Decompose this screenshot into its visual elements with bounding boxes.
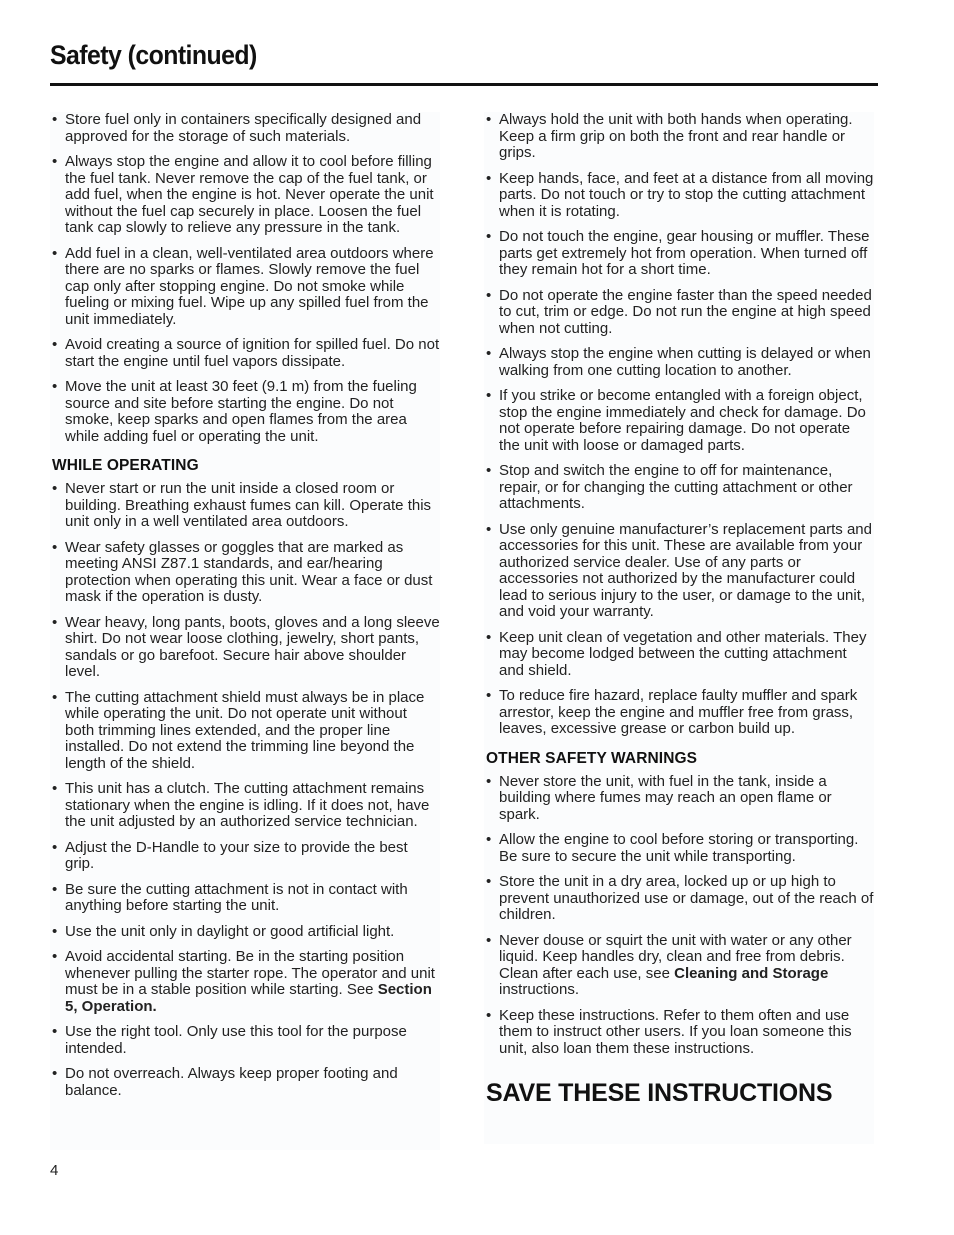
list-item: • Store the unit in a dry area, locked up or up high to prevent unauthorized use or damage, out of the reach of children. bbox=[484, 874, 874, 924]
list-item: • If you strike or become entangled with a foreign object, stop the engine immediately and check for damage. Do not operate before repairing damage. Do not operate the unit with loose or damaged parts. bbox=[484, 388, 874, 454]
list-item bbox=[484, 933, 874, 999]
list-item bbox=[50, 949, 440, 1015]
list-item: • Wear safety glasses or goggles that are marked as meeting ANSI Z87.1 standards, and ear/hearing protection when operating this unit. Wear a face or dust mask if the operation is dusty. bbox=[50, 540, 440, 606]
list-item: • Do not operate the engine faster than the speed needed to cut, trim or edge. Do not run the engine at high speed when not cutting. bbox=[484, 288, 874, 338]
list-item: • Be sure the cutting attachment is not in contact with anything before starting the unit. bbox=[50, 882, 440, 915]
left-column bbox=[50, 112, 440, 1150]
section-heading-other-safety-warnings: OTHER SAFETY WARNINGS bbox=[486, 749, 698, 767]
list-item: • Keep unit clean of vegetation and other materials. They may become lodged between the cutting attachment and shield. bbox=[484, 630, 874, 680]
list-item: • Use the unit only in daylight or good artificial light. bbox=[50, 924, 440, 941]
list-item: • The cutting attachment shield must always be in place while operating the unit. Do not operate unit without both trimming lines extended, and the proper line installed. Do not extend the trimming line beyond the length of the shield. bbox=[50, 690, 440, 773]
list-item: • Add fuel in a clean, well-ventilated area outdoors where there are no sparks or flames. Slowly remove the fuel cap only after stopping engine. Do not smoke while fueling or mixing fuel. Wipe up any spilled fuel from the unit immediately. bbox=[50, 246, 440, 329]
list-item: • Do not overreach. Always keep proper footing and balance. bbox=[50, 1066, 440, 1099]
list-item: • Always stop the engine when cutting is delayed or when walking from one cutting location to another. bbox=[484, 346, 874, 379]
list-item-text: Avoid accidental starting. Be in the starting position whenever pulling the starter rope. The operator and unit must be in a stable position while starting. See bbox=[65, 948, 435, 998]
handling-safety-list bbox=[484, 112, 874, 738]
list-item: • Use the right tool. Only use this tool for the purpose intended. bbox=[50, 1024, 440, 1057]
fuel-safety-list bbox=[50, 112, 440, 445]
list-item: • This unit has a clutch. The cutting attachment remains stationary when the engine is idling. If it does not, have the unit adjusted by an authorized service technician. bbox=[50, 781, 440, 831]
section-heading-while-operating: WHILE OPERATING bbox=[52, 457, 199, 474]
right-column bbox=[484, 112, 874, 1144]
list-item: • Always stop the engine and allow it to cool before filling the fuel tank. Never remove the cap of the fuel tank, or add fuel, when the engine is hot. Never operate the unit without the fuel cap securely in place. Loosen the fuel tank cap slowly to relieve any pressure in the tank. bbox=[50, 154, 440, 237]
save-instructions-heading: SAVE THESE INSTRUCTIONS bbox=[486, 1079, 833, 1107]
list-item: • Keep these instructions. Refer to them often and use them to instruct other users. If you loan someone this unit, also loan them these instructions. bbox=[484, 1008, 874, 1058]
list-item: • Never start or run the unit inside a closed room or building. Breathing exhaust fumes can kill. Operate this unit only in a well ventilated area outdoors. bbox=[50, 481, 440, 531]
page-title: Safety (continued) bbox=[50, 40, 257, 70]
list-item: • Stop and switch the engine to off for maintenance, repair, or for changing the cutting attachment or other attachments. bbox=[484, 463, 874, 513]
section-reference: Cleaning and Storage bbox=[674, 964, 829, 982]
list-item: • Never store the unit, with fuel in the tank, inside a building where fumes may reach an open flame or spark. bbox=[484, 774, 874, 824]
operating-safety-list bbox=[50, 481, 440, 1099]
storage-safety-list bbox=[484, 774, 874, 1058]
list-item: • Adjust the D-Handle to your size to provide the best grip. bbox=[50, 840, 440, 873]
list-item: • Wear heavy, long pants, boots, gloves and a long sleeve shirt. Do not wear loose clothing, jewelry, short pants, sandals or go barefoot. Secure hair above shoulder level. bbox=[50, 615, 440, 681]
list-item: • Keep hands, face, and feet at a distance from all moving parts. Do not touch or try to stop the cutting attachment when it is rotating. bbox=[484, 171, 874, 221]
page-number: 4 bbox=[50, 1162, 59, 1179]
list-item-text: instructions. bbox=[499, 981, 580, 998]
list-item: • Allow the engine to cool before storing or transporting. Be sure to secure the unit while transporting. bbox=[484, 832, 874, 865]
list-item: • Avoid creating a source of ignition for spilled fuel. Do not start the engine until fuel vapors dissipate. bbox=[50, 337, 440, 370]
section-reference: Section 5, Operation. bbox=[65, 981, 432, 1015]
list-item: • Do not touch the engine, gear housing or muffler. These parts get extremely hot from operation. When turned off they remain hot for a short time. bbox=[484, 229, 874, 279]
list-item: • Use only genuine manufacturer’s replacement parts and accessories for this unit. These are available from your authorized service dealer. Use of any parts or accessories not authorized by the manufacturer could lead to serious injury to the user, or damage to the unit, and void your warranty. bbox=[484, 522, 874, 621]
title-rule bbox=[50, 83, 878, 86]
list-item: • Move the unit at least 30 feet (9.1 m) from the fueling source and site before starting the engine. Do not smoke, keep sparks and open flames from the area while adding fuel or operating the unit. bbox=[50, 379, 440, 445]
list-item: • Store fuel only in containers specifically designed and approved for the storage of such materials. bbox=[50, 112, 440, 145]
list-item-text: Never douse or squirt the unit with water or any other liquid. Keep handles dry, clean and free from debris. Clean after each use, see bbox=[499, 931, 852, 982]
list-item: • Always hold the unit with both hands when operating. Keep a firm grip on both the front and rear handle or grips. bbox=[484, 112, 874, 162]
list-item: • To reduce fire hazard, replace faulty muffler and spark arrestor, keep the engine and muffler free from grass, leaves, excessive grease or carbon build up. bbox=[484, 688, 874, 738]
